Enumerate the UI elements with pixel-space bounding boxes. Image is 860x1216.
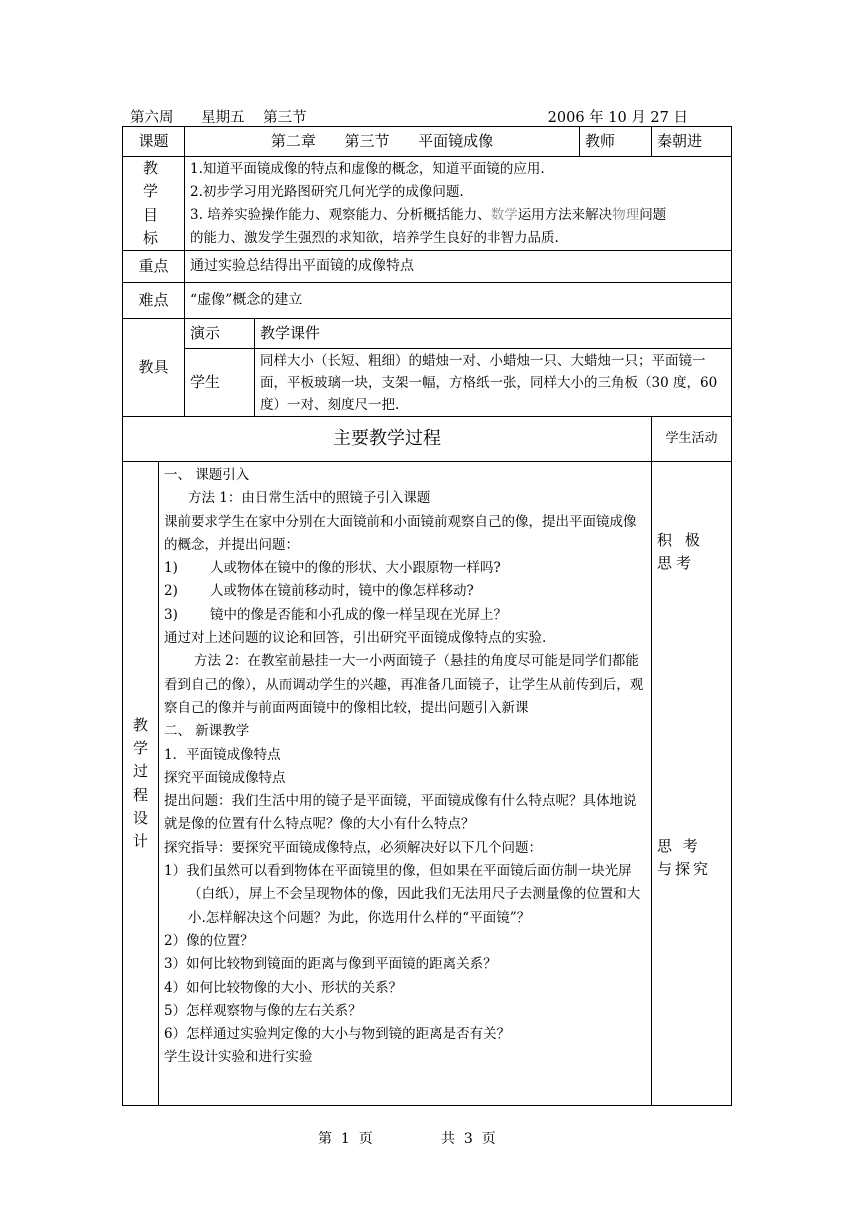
side-char: 程 (132, 785, 148, 804)
goal-3-continued: 的能力、激发学生强烈的求知欲，培养学生良好的非智力品质. (190, 229, 559, 246)
question-1 (164, 557, 646, 580)
guide-point-1: 1）我们虽然可以看到物体在平面镜里的像，但如果在平面镜后面仿制一块光屏（白纸），屏上不会呈现物体的像，因此我们无法用尺子去测量像的位置和大小.怎样解决这个问题？为此，你选用什么样的“平面镜”？ (164, 863, 641, 926)
tools-student-row (123, 349, 732, 417)
guide-point-3: 3）如何比较物到镜面的距离与像到平面镜的距离关系？ (164, 956, 497, 973)
tools-demo-label: 演示 (185, 319, 255, 349)
goals-label (123, 157, 185, 251)
teacher-label: 教师 (580, 127, 652, 157)
process-side-label (123, 462, 159, 1106)
method-2: 方法 2：在教室前悬挂一大一小两面镜子（悬挂的角度尽可能是同学们都能看到自己的像），从而调动学生的兴趣，再准备几面镜子，让学生从前传到后，观察自己的像并与前面两面镜中的像相比较，提出问题引入新课 (164, 653, 644, 716)
goal-3-part-b: 运用方法来解决 (517, 206, 613, 223)
question-1-text: 人或物体在镜中的像的形状、大小跟原物一样吗? (210, 560, 501, 577)
question-3-text: 镜中的像是否能和小孔成的像一样呈现在光屏上？ (210, 606, 507, 623)
header-week-day: 第六周 星期五 第三节 (130, 110, 307, 126)
activity-active-thinking: 积 极 思考 (657, 531, 704, 572)
process-title: 主要教学过程 (123, 417, 652, 462)
tools-demo-text: 教学课件 (255, 319, 732, 349)
key-point-row (123, 251, 732, 283)
side-char: 教 (132, 715, 148, 734)
question-2-text: 人或物体在镜前移动时，镜中的像怎样移动? (210, 583, 474, 600)
section-heading-intro: 一、 课题引入 (164, 467, 250, 483)
topic-row (123, 127, 732, 157)
question-2-number: 2) (164, 583, 178, 600)
activity-think-explore: 思 考 与探究 (657, 837, 712, 878)
question-2 (164, 580, 646, 603)
goals-label-line2: 目 标 (143, 205, 165, 247)
explore-guidance: 探究指导：要探究平面镜成像特点，必须解决好以下几个问题： (164, 839, 542, 856)
question-1-number: 1) (164, 560, 178, 577)
process-content (159, 462, 652, 1106)
page-total: 共 3 页 (441, 1131, 496, 1147)
goals-label-line1: 教 学 (143, 159, 165, 201)
difficult-point-label: 难点 (123, 283, 185, 319)
discussion-line: 通过对上述问题的议论和回答，引出研究平面镜成像特点的实验. (164, 630, 547, 647)
explore-title: 探究平面镜成像特点 (164, 769, 286, 786)
method-1: 方法 1：由日常生活中的照镜子引入课题 (188, 490, 431, 507)
side-char: 过 (132, 762, 148, 781)
header-date: 2006 年 10 月 27 日 (547, 110, 688, 126)
method-1-description: 课前要求学生在家中分别在大面镜前和小面镜前观察自己的像，提出平面镜成像的概念，并提出问题： (164, 513, 637, 553)
student-activity-header: 学生活动 (652, 417, 732, 462)
student-experiment: 学生设计实验和进行实验 (164, 1049, 313, 1066)
student-activity-column (652, 462, 732, 1106)
header-line (130, 106, 730, 126)
goal-1: 1.知道平面镜成像的特点和虚像的概念，知道平面镜的应用. (190, 160, 545, 177)
goal-2: 2.初步学习用光路图研究几何光学的成像问题. (190, 183, 464, 200)
topic-label: 课题 (123, 127, 185, 157)
question-3-number: 3) (164, 606, 178, 623)
guide-point-4: 4）如何比较物像的大小、形状的关系？ (164, 979, 403, 996)
difficult-point-text: “虚像”概念的建立 (185, 283, 732, 319)
side-char: 学 (132, 739, 148, 757)
goal-3-physics: 物理 (612, 206, 640, 223)
goals-content (185, 157, 732, 251)
guide-point-2: 2）像的位置？ (164, 932, 254, 949)
teacher-name: 秦朝进 (652, 127, 732, 157)
tools-demo-row (123, 319, 732, 349)
process-row (123, 462, 732, 1106)
side-char: 设 (132, 808, 148, 827)
goal-3-part-c: 问题 (639, 206, 667, 223)
raise-question: 提出问题：我们生活中用的镜子是平面镜，平面镜成像有什么特点呢？具体地说就是像的位置有什么特点呢？像的大小有什么特点？ (164, 793, 637, 833)
goals-row (123, 157, 732, 251)
tools-student-label: 学生 (185, 349, 255, 417)
key-point-label: 重点 (123, 251, 185, 283)
guide-point-6: 6）怎样通过实验判定像的大小与物到镜的距离是否有关？ (164, 1026, 511, 1043)
tools-student-text: 同样大小（长短、粗细）的蜡烛一对、小蜡烛一只、大蜡烛一只；平面镜一面，平板玻璃一块，支架一幅，方格纸一张，同样大小的三角板（30 度，60 度）一对、刻度尺一把. (255, 349, 732, 417)
tools-label: 教具 (123, 319, 185, 417)
topic-title: 第二章 第三节 平面镜成像 (185, 127, 580, 157)
goal-3-math: 数学 (490, 206, 518, 223)
page-number: 第 1 页 (318, 1131, 373, 1147)
lesson-plan-table (122, 126, 732, 1106)
section-heading-new: 二、 新课教学 (164, 723, 250, 740)
goal-3 (190, 204, 726, 227)
side-char: 计 (132, 832, 148, 850)
subsection-heading: 1．平面镜成像特点 (164, 746, 281, 763)
key-point-text: 通过实验总结得出平面镜的成像特点 (185, 251, 732, 283)
question-3 (164, 604, 646, 627)
goal-3-part-a: 3. 培养实验操作能力、观察能力、分析概括能力、 (190, 206, 491, 223)
guide-point-5: 5）怎样观察物与像的左右关系？ (164, 1002, 362, 1019)
process-header-row (123, 417, 732, 462)
difficult-point-row (123, 283, 732, 319)
